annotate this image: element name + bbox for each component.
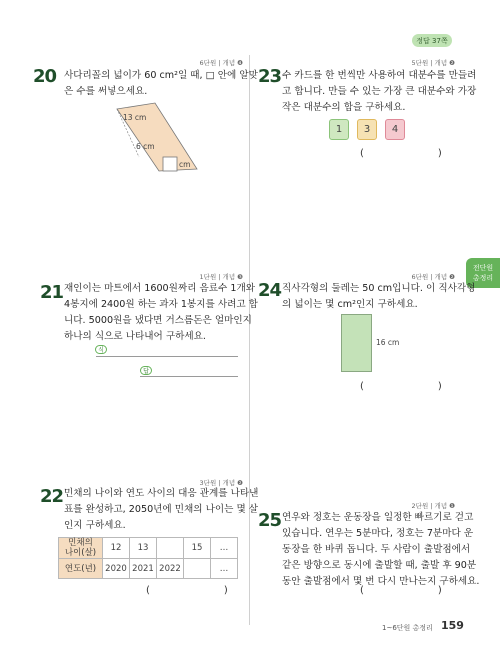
page-number: 159	[441, 619, 464, 632]
q22-line1: 민채의 나이와 연도 사이의 대응 관계를 나타낸	[64, 488, 259, 499]
q23-line1: 수 카드를 한 번씩만 사용하여 대분수를 만들려	[282, 70, 477, 81]
year-header: 연도(년)	[59, 559, 103, 579]
number-card-1: 1	[329, 119, 349, 140]
age-cell-blank[interactable]	[157, 538, 184, 559]
answer-box[interactable]	[163, 157, 177, 171]
age-cell-ellipsis: …	[211, 538, 238, 559]
year-cell: 2020	[103, 559, 130, 579]
label-16cm: 16 cm	[376, 338, 400, 347]
year-cell: 2021	[130, 559, 157, 579]
q21-meta: 1단원 | 개념 ❸	[199, 273, 243, 281]
age-year-table	[58, 537, 238, 579]
q24-meta: 6단원 | 개념 ❷	[411, 273, 455, 281]
q25-meta: 2단원 | 개념 ❶	[411, 502, 455, 510]
year-cell: 2022	[157, 559, 184, 579]
q23-line2: 고 합니다. 만들 수 있는 가장 큰 대분수와 가장	[282, 86, 477, 97]
q20-line1: 사다리꼴의 넓이가 60 cm²일 때, □ 안에 알맞	[64, 70, 258, 81]
footer-section-title: 1~6단원 총정리	[382, 624, 433, 632]
q21-line4: 하나의 식으로 나타내어 구하세요.	[64, 331, 206, 342]
age-cell: 15	[184, 538, 211, 559]
number-card-3: 3	[357, 119, 377, 140]
paren-open: (	[360, 148, 364, 159]
sik-label: 식	[95, 345, 107, 354]
paren-open: (	[360, 381, 364, 392]
q22-meta: 3단원 | 개념 ❷	[199, 479, 243, 487]
age-header-line1: 민채의	[68, 538, 93, 548]
q24-line1: 직사각형의 둘레는 50 cm입니다. 이 직사각형	[282, 283, 476, 294]
q23-line3: 작은 대분수의 합을 구하세요.	[282, 102, 406, 113]
side-tab-line2: 총정리	[472, 274, 494, 282]
year-cell-ellipsis: …	[211, 559, 238, 579]
q25-line4: 같은 방향으로 동시에 출발할 때, 출발 후 90분	[282, 560, 477, 571]
q24-number: 24	[258, 280, 282, 301]
q21-text	[64, 281, 258, 345]
q25-line5: 동안 출발점에서 몇 번 다시 만나는지 구하세요.	[282, 576, 480, 587]
q25-line1: 연우와 정호는 운동장을 일정한 빠르기로 걷고	[282, 512, 474, 523]
q25-line3: 동장을 한 바퀴 돕니다. 두 사람이 출발점에서	[282, 544, 471, 555]
q24-text	[282, 281, 475, 313]
q24-line2: 의 넓이는 몇 cm²인지 구하세요.	[282, 299, 418, 310]
rectangle-figure	[341, 314, 372, 372]
dap-label: 답	[140, 366, 152, 375]
number-card-4: 4	[385, 119, 405, 140]
q25-line2: 있습니다. 연우는 5분마다, 정호는 7분마다 운	[282, 528, 474, 539]
q20-meta: 6단원 | 개념 ❹	[199, 59, 243, 67]
age-cell: 13	[130, 538, 157, 559]
q22-number: 22	[40, 486, 64, 507]
q20-number: 20	[33, 66, 57, 87]
q20-line2: 은 수를 써넣으세요.	[64, 86, 148, 97]
q23-meta: 5단원 | 개념 ❷	[411, 59, 455, 67]
q22-line3: 인지 구하세요.	[64, 520, 126, 531]
paren-close: )	[223, 585, 228, 596]
q21-line3: 니다. 5000원을 냈다면 거스름돈은 얼마인지	[64, 315, 252, 326]
age-header-line2: 나이(살)	[64, 548, 97, 558]
q21-line1: 재인이는 마트에서 1600원짜리 음료수 1개와	[64, 283, 255, 294]
q25-answer-paren[interactable]	[360, 585, 442, 596]
age-header	[59, 538, 103, 559]
q25-text	[282, 510, 479, 590]
side-tab-line1: 전단원	[472, 264, 494, 272]
q22-text	[64, 486, 258, 534]
year-row	[59, 559, 238, 579]
sik-answer-line[interactable]	[96, 356, 238, 357]
trapezoid-figure	[105, 95, 235, 185]
q22-answer-paren[interactable]	[146, 585, 228, 596]
paren-close: )	[437, 585, 442, 596]
q21-number: 21	[40, 282, 64, 303]
answer-page-badge: 정답 37쪽	[412, 34, 452, 47]
q21-line2: 4봉지에 2400원 하는 과자 1봉지를 사려고 합	[64, 299, 258, 310]
year-cell-blank[interactable]	[184, 559, 211, 579]
q23-answer-paren[interactable]	[360, 148, 442, 159]
label-6cm: 6 cm	[136, 142, 155, 151]
dap-answer-line[interactable]	[140, 376, 238, 377]
q22-line2: 표를 완성하고, 2050년에 민채의 나이는 몇 살	[64, 504, 259, 515]
label-cm: cm	[179, 160, 191, 169]
paren-close: )	[437, 381, 442, 392]
age-row	[59, 538, 238, 559]
q23-text	[282, 68, 476, 116]
paren-open: (	[146, 585, 150, 596]
q24-answer-paren[interactable]	[360, 381, 442, 392]
age-cell: 12	[103, 538, 130, 559]
label-13cm: 13 cm	[123, 113, 147, 122]
paren-open: (	[360, 585, 364, 596]
q25-number: 25	[258, 510, 282, 531]
paren-close: )	[437, 148, 442, 159]
q23-number: 23	[258, 66, 282, 87]
